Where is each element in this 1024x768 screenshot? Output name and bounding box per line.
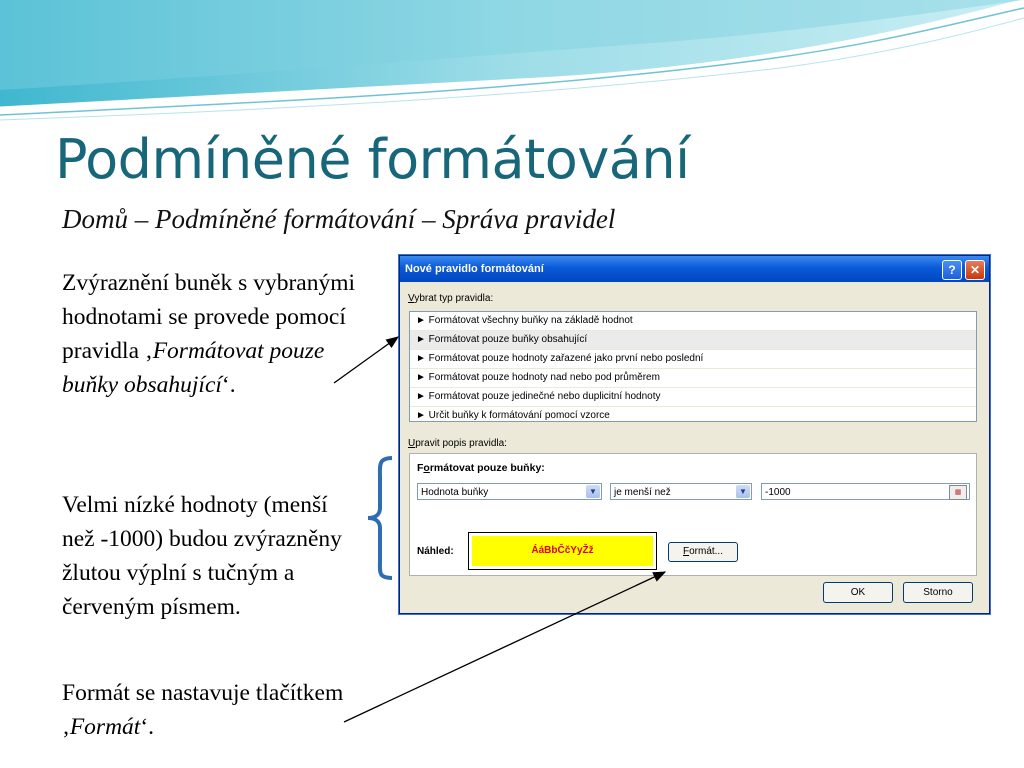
format-button[interactable]: [668, 542, 738, 562]
header-decoration: [0, 0, 1024, 140]
paragraph-format-button: [62, 676, 362, 744]
preview-sample: ÁáBbČčYyŽž: [472, 536, 653, 566]
heading-accesskey: o: [423, 462, 430, 474]
list-item[interactable]: ► Formátovat všechny buňky na základě hodnot: [410, 312, 976, 331]
rule-description-panel: [409, 453, 977, 576]
value-input[interactable]: [761, 483, 970, 500]
select-rule-type-label: [408, 293, 493, 304]
range-picker-icon[interactable]: ▦: [949, 485, 967, 500]
ok-button[interactable]: OK: [823, 582, 893, 603]
heading-text-rest: rmátovat pouze buňky:: [429, 462, 545, 474]
select-value: Hodnota buňky: [421, 487, 489, 498]
help-button[interactable]: ?: [942, 260, 962, 280]
select-value: je menší než: [614, 487, 671, 498]
close-button[interactable]: ✕: [965, 260, 985, 280]
list-item[interactable]: ► Určit buňky k formátování pomocí vzorce: [410, 407, 976, 426]
format-only-cells-heading: [417, 462, 545, 474]
paragraph-text-end: ‘.: [140, 714, 155, 740]
label-accesskey: V: [408, 293, 415, 304]
paragraph-rule-selection: [62, 266, 362, 402]
button-accesskey: F: [682, 546, 690, 557]
chevron-down-icon[interactable]: ▼: [586, 485, 600, 498]
rule-type-list[interactable]: [409, 311, 977, 422]
format-preview: [468, 532, 657, 570]
list-item[interactable]: ► Formátovat pouze hodnoty nad nebo pod průměrem: [410, 369, 976, 388]
label-text: ybrat typ pravidla:: [414, 293, 494, 304]
slide-subtitle: Domů – Podmíněné formátování – Správa pravidel: [62, 204, 616, 234]
operator-select[interactable]: [610, 483, 752, 500]
label-text: pravit popis pravidla:: [415, 438, 507, 449]
input-value: -1000: [765, 487, 791, 498]
new-formatting-rule-dialog: [399, 255, 990, 614]
chevron-down-icon[interactable]: ▼: [736, 485, 750, 498]
paragraph-text: Zvýraznění buněk s vybranými hodnotami se provede pomocí pravidla ‚: [62, 270, 356, 364]
preview-label: Náhled:: [417, 546, 454, 557]
paragraph-text-end: ‘.: [221, 372, 236, 398]
paragraph-emphasis: Formátovat pouze buňky obsahující: [62, 338, 325, 398]
bracket: [368, 458, 392, 578]
paragraph-text: Formát se nastavuje tlačítkem ‚: [62, 680, 344, 740]
dialog-titlebar: [400, 256, 989, 282]
list-item[interactable]: ► Formátovat pouze hodnoty zařazené jako první nebo poslední: [410, 350, 976, 369]
cancel-button[interactable]: Storno: [903, 582, 973, 603]
paragraph-low-values: Velmi nízké hodnoty (menší než -1000) budou zvýrazněny žlutou výplní s tučným a červeným písmem.: [62, 492, 342, 620]
cell-value-select[interactable]: [417, 483, 602, 500]
list-item[interactable]: ► Formátovat pouze jedinečné nebo duplicitní hodnoty: [410, 388, 976, 407]
dialog-title: Nové pravidlo formátování: [405, 263, 544, 275]
heading-text: F: [417, 462, 424, 474]
slide-title: Podmíněné formátování: [55, 128, 690, 191]
paragraph-emphasis: Formát: [69, 714, 141, 740]
button-label: ormát...: [689, 546, 723, 557]
edit-rule-description-label: [408, 438, 507, 449]
list-item-selected[interactable]: ► Formátovat pouze buňky obsahující: [410, 331, 976, 350]
label-accesskey: U: [408, 438, 416, 449]
